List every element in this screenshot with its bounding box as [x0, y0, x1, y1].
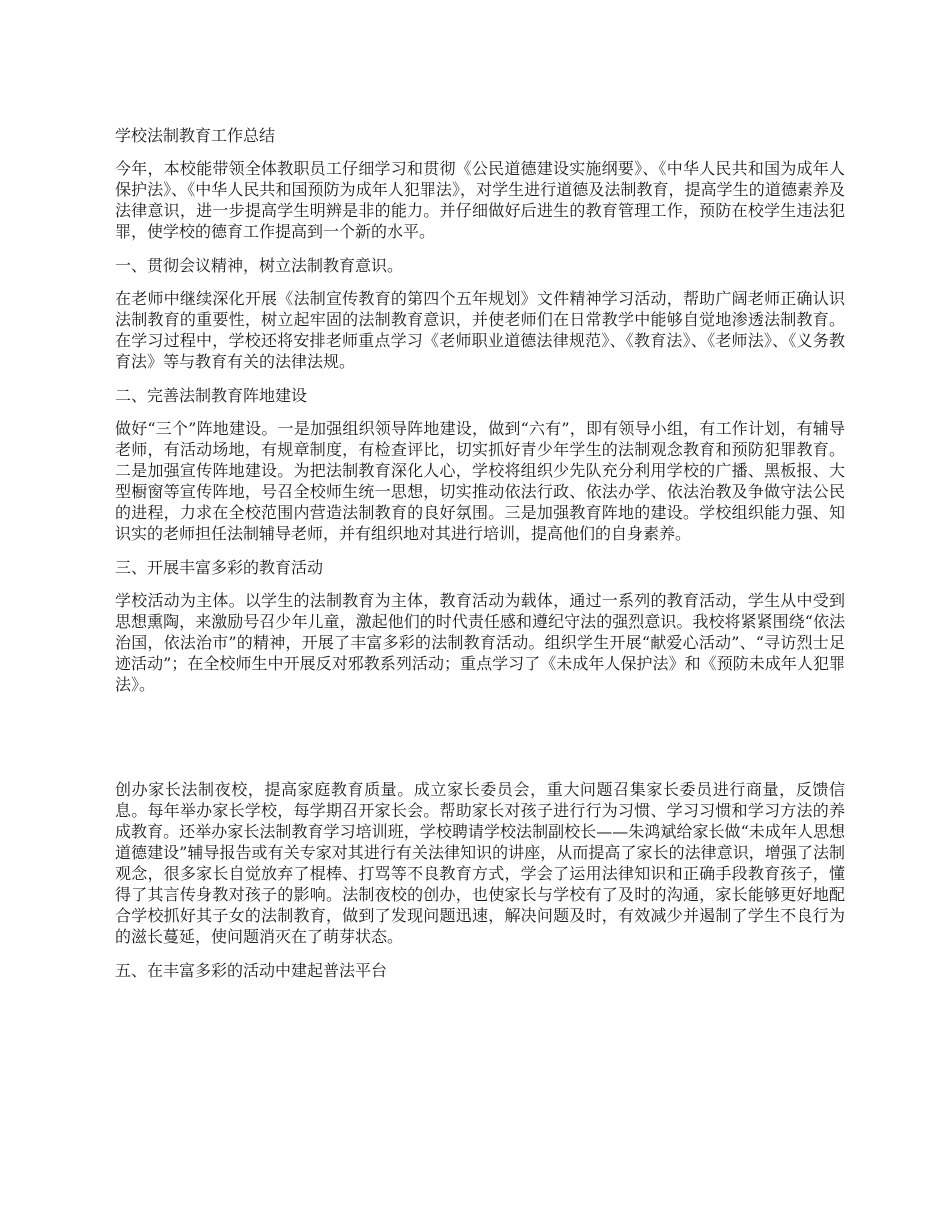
section-5-heading: 五、在丰富多彩的活动中建起普法平台: [115, 961, 388, 980]
section-1-paragraph: 在老师中继续深化开展《法制宣传教育的第四个五年规划》文件精神学习活动，帮助广阔老师正确认识法制教育的重要性，树立起牢固的法制教育意识，并使老师们在日常教学中能够自觉地渗透法制教育。在学习过程中，学校还将安排老师重点学习《老师职业道德法律规范》、《教育法》、《老师法》、《义务教育法》等与教育有关的法律法规。: [115, 289, 845, 371]
section-2-paragraph: 做好“三个”阵地建设。一是加强组织领导阵地建设，做到“六有”，即有领导小组，有工作计划，有辅导老师，有活动场地，有规章制度，有检查评比，切实抓好青少年学生的法制观念教育和预防犯罪教育。二是加强宣传阵地建设。为把法制教育深化人心，学校将组织少先队充分利用学校的广播、黑板报、大型橱窗等宣传阵地，号召全校师生统一思想，切实推动依法行政、依法办学、依法治教及争做守法公民的进程，力求在全校范围内营造法制教育的良好氛围。三是加强教育阵地的建设。学校组织能力强、知识实的老师担任法制辅导老师，并有组织地对其进行培训，提高他们的自身素养。: [115, 419, 845, 543]
document-title: 学校法制教育工作总结: [115, 126, 276, 145]
section-3-paragraph: 学校活动为主体。以学生的法制教育为主体，教育活动为载体，通过一系列的教育活动，学生从中受到思想熏陶，来激励号召少年儿童，激起他们的时代责任感和遵纪守法的强烈意识。我校将紧紧围绕“依法治国，依法治市”的精神，开展了丰富多彩的法制教育活动。组织学生开展“献爱心活动”、“寻访烈士足迹活动”；在全校师生中开展反对邪教系列活动；重点学习了《未成年人保护法》和《预防未成年人犯罪法》。: [115, 591, 845, 694]
section-4-paragraph: 创办家长法制夜校，提高家庭教育质量。成立家长委员会，重大问题召集家长委员进行商量，反馈信息。每年举办家长学校，每学期召开家长会。帮助家长对孩子进行行为习惯、学习习惯和学习方法的养成教育。还举办家长法制教育学习培训班，学校聘请学校法制副校长——朱鸿斌给家长做“未成年人思想道德建设”辅导报告或有关专家对其进行有关法律知识的讲座，从而提高了家长的法律意识，增强了法制观念，很多家长自觉放弃了棍棒、打骂等不良教育方式，学会了运用法律知识和正确手段教育孩子，懂得了其言传身教对孩子的影响。法制夜校的创办，也使家长与学校有了及时的沟通，家长能够更好地配合学校抓好其子女的法制教育，做到了发现问题迅速，解决问题及时，有效减少并遏制了学生不良行为的滋长蔓延，使问题消灭在了萌芽状态。: [115, 780, 845, 946]
section-2-heading: 二、完善法制教育阵地建设: [115, 386, 308, 405]
page-gap: [115, 707, 845, 779]
document-page: [115, 124, 845, 993]
section-1-heading: 一、贯彻会议精神，树立法制教育意识。: [115, 256, 404, 275]
section-3-heading: 三、开展丰富多彩的教育活动: [115, 558, 324, 577]
intro-paragraph: 今年，本校能带领全体教职员工仔细学习和贯彻《公民道德建设实施纲要》、《中华人民共和国为成年人保护法》、《中华人民共和国预防为成年人犯罪法》，对学生进行道德及法制教育，提高学生的道德素养及法律意识，进一步提高学生明辨是非的能力。并仔细做好后进生的教育管理工作，预防在校学生违法犯罪，使学校的德育工作提高到一个新的水平。: [115, 159, 845, 241]
